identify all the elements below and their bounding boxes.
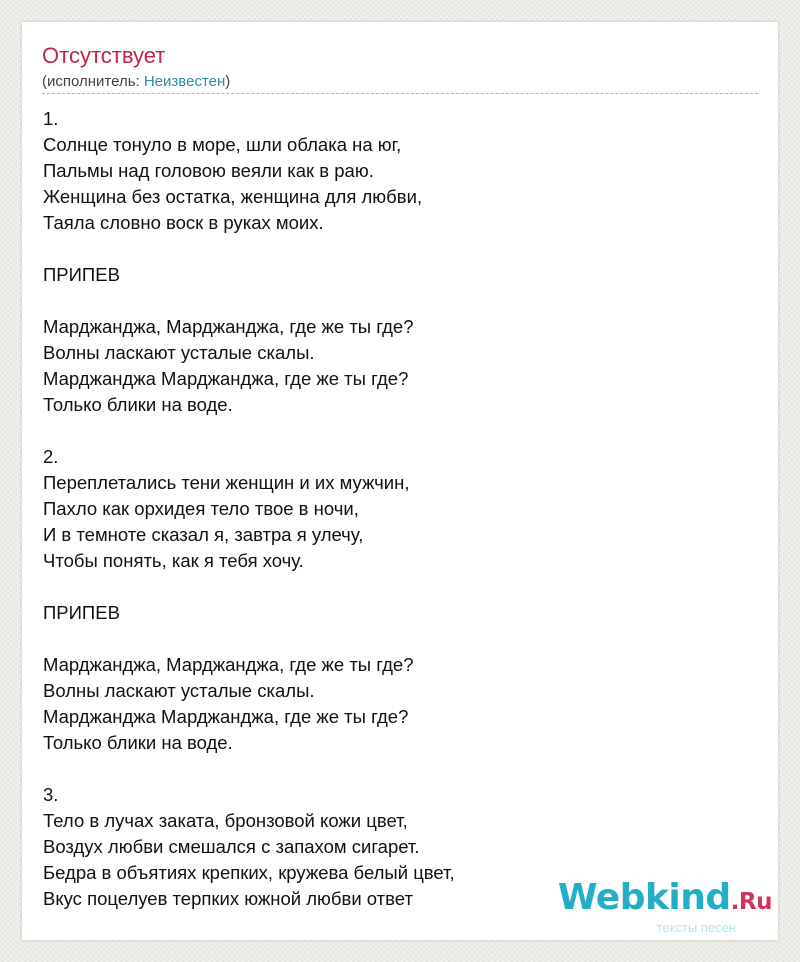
lyric-line — [43, 626, 455, 652]
lyric-line: Бедра в объятиях крепких, кружева белый цвет, — [43, 862, 455, 883]
artist-prefix: (исполнитель: — [42, 73, 144, 90]
lyric-line: Пальмы над головою веяли как в раю. — [43, 160, 374, 181]
lyric-line — [43, 574, 455, 600]
artist-suffix: ) — [225, 73, 231, 90]
logo-wordmark — [557, 877, 772, 918]
lyric-line: Чтобы понять, как я тебя хочу. — [43, 550, 304, 571]
lyrics-text — [43, 106, 455, 912]
lyric-line: ПРИПЕВ — [43, 264, 120, 285]
lyric-line: Таяла словно воск в руках моих. — [43, 212, 324, 233]
lyric-line: И в темноте сказал я, завтра я улечу, — [43, 524, 364, 545]
lyric-line: Солнце тонуло в море, шли облака на юг, — [43, 134, 402, 155]
lyric-line: Марджанджа Марджанджа, где же ты где? — [43, 706, 409, 727]
logo-suffix: .Ru — [730, 889, 772, 915]
lyric-line: 1. — [43, 108, 59, 129]
logo-tagline: тексты песен — [656, 920, 736, 935]
lyric-line: 3. — [43, 784, 59, 805]
site-logo[interactable] — [557, 877, 772, 935]
lyrics-card — [22, 22, 778, 940]
lyric-line: Пахло как орхидея тело твое в ночи, — [43, 498, 359, 519]
artist-link[interactable]: Неизвестен — [143, 73, 226, 90]
lyric-line: Тело в лучах заката, бронзовой кожи цвет, — [43, 810, 408, 831]
lyric-line: Только блики на воде. — [43, 732, 233, 753]
lyric-line: 2. — [43, 446, 59, 467]
lyric-line — [43, 236, 455, 262]
logo-name: Webkind — [557, 877, 731, 918]
lyric-line: Вкус поцелуев терпких южной любви ответ — [43, 888, 413, 909]
lyric-line: Волны ласкают усталые скалы. — [43, 680, 315, 701]
lyric-line: Марджанджа, Марджанджа, где же ты где? — [43, 316, 414, 337]
lyric-line: Марджанджа, Марджанджа, где же ты где? — [43, 654, 414, 675]
dashed-separator — [42, 93, 758, 94]
lyric-line: Женщина без остатка, женщина для любви, — [43, 186, 423, 207]
lyric-line: Марджанджа Марджанджа, где же ты где? — [43, 368, 409, 389]
lyric-line — [43, 418, 455, 444]
lyric-line — [43, 756, 455, 782]
lyric-line: Волны ласкают усталые скалы. — [43, 342, 315, 363]
lyric-line: Воздух любви смешался с запахом сигарет. — [43, 836, 420, 857]
lyric-line: ПРИПЕВ — [43, 602, 120, 623]
lyric-line: Переплетались тени женщин и их мужчин, — [43, 472, 410, 493]
artist-line — [42, 72, 230, 92]
lyric-line — [43, 288, 455, 314]
lyric-line: Только блики на воде. — [43, 394, 233, 415]
song-title: Отсутствует — [42, 43, 166, 68]
